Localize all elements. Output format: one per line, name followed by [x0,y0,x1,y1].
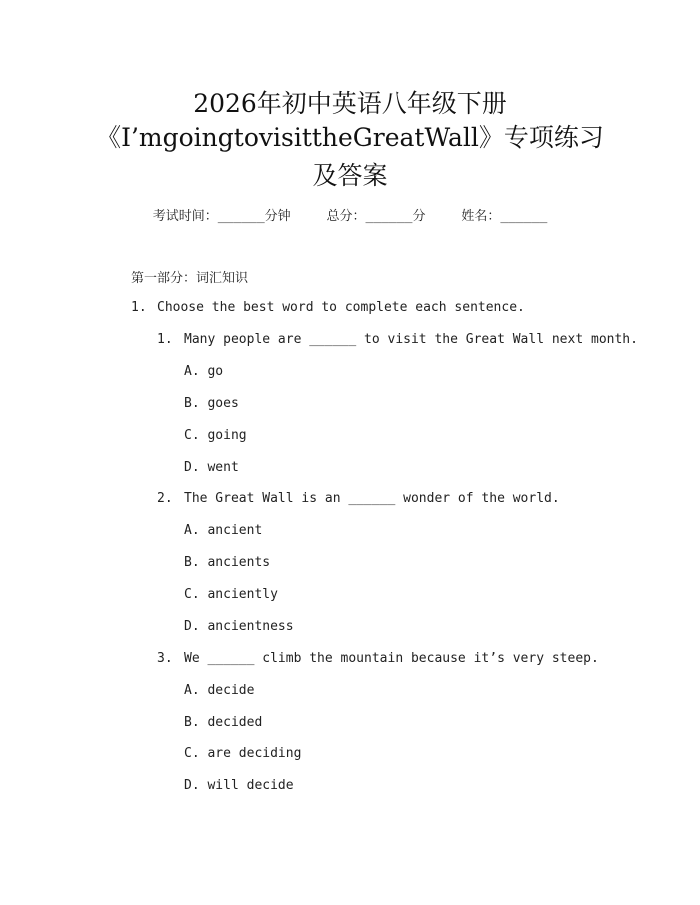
option-d: D. ancientness [184,619,294,634]
exam-meta [0,205,700,224]
option-b: B. decided [184,715,263,730]
item-text: Many people are ______ to visit the Great Wall next month. [184,332,638,347]
question-number: 1. [131,300,147,315]
item-number: 2. [157,491,173,506]
option-a: A. ancient [184,523,263,538]
exam-score: 总分：______分 [326,209,426,224]
document-title-line-1: 2026年初中英语八年级下册 [193,89,507,118]
option-d: D. will decide [184,778,294,793]
question-prompt: Choose the best word to complete each sentence. [157,300,525,315]
option-b: B. ancients [184,555,271,570]
option-c: C. anciently [184,587,278,602]
option-a: A. decide [184,683,255,698]
option-c: C. going [184,428,247,443]
item-text: We ______ climb the mountain because it’s very steep. [184,651,599,666]
item-number: 3. [157,651,173,666]
exam-name: 姓名：______ [461,209,548,224]
section-heading: 第一部分：词汇知识 [131,271,249,286]
option-b: B. goes [184,396,239,411]
option-d: D. went [184,460,239,475]
item-number: 1. [157,332,173,347]
document-title-line-3: 及答案 [312,161,388,190]
item-text: The Great Wall is an ______ wonder of the world. [184,491,560,506]
exam-time: 考试时间：______分钟 [152,209,291,224]
option-c: C. are deciding [184,746,302,761]
option-a: A. go [184,364,224,379]
document-title-line-2: 《I’mgoingtovisittheGreatWall》专项练习 [96,123,604,152]
